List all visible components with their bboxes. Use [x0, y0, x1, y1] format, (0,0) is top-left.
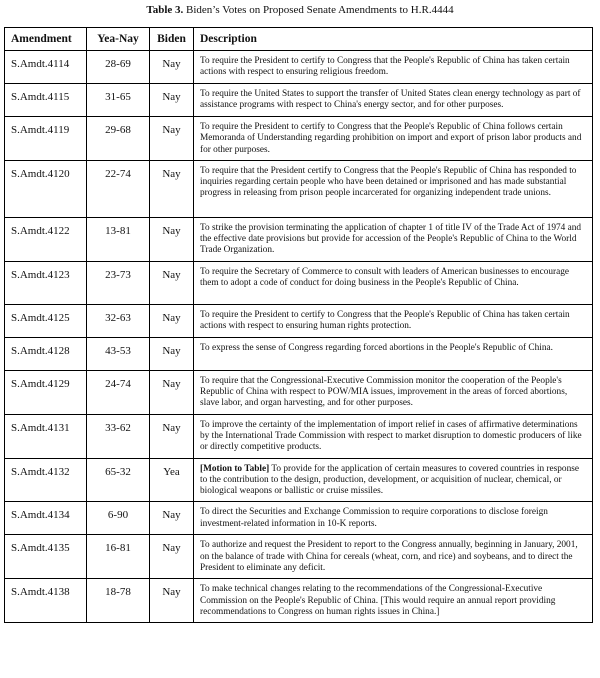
yea-nay-cell: 33-62: [87, 414, 150, 458]
yea-nay-cell: 16-81: [87, 535, 150, 579]
yea-nay-cell: 6-90: [87, 502, 150, 535]
description-text: To provide for the application of certain measures to covered countries in response to the contribution to the design, production, development, or acquisition of nuclear, chemical, or biological weapons or ballistic or cruise missiles.: [200, 463, 579, 497]
description-cell: [194, 304, 593, 337]
description-text: To require the Secretary of Commerce to consult with leaders of American businesses to encourage them to adopt a code of conduct for doing business in the People's Republic of China.: [200, 266, 570, 289]
yea-nay-cell: 28-69: [87, 51, 150, 84]
table-row: [5, 414, 593, 458]
table-row: [5, 117, 593, 161]
amendment-cell: S.Amdt.4128: [5, 337, 87, 370]
description-text: To require the President to certify to Congress that the People's Republic of China follows certain Memoranda of Understanding regarding prohibition on import and export of prison labor products and for other purposes.: [200, 122, 582, 155]
amendment-cell: S.Amdt.4120: [5, 160, 87, 217]
description-text: To require the United States to support the transfer of United States clean energy technology as part of assistance programs with respect to China's energy sector, and for other purposes.: [200, 89, 581, 111]
description-text: To make technical changes relating to the recommendations of the Congressional-Executive Commission on the People's Republic of China. [This would require an annual report providing recommendations to Congress on human rights issues in China.]: [200, 584, 556, 618]
yea-nay-cell: 22-74: [87, 160, 150, 217]
amendment-cell: S.Amdt.4123: [5, 261, 87, 304]
amendment-cell: S.Amdt.4134: [5, 502, 87, 535]
description-cell: [194, 535, 593, 579]
yea-nay-cell: 29-68: [87, 117, 150, 161]
description-cell: [194, 579, 593, 623]
table-row: [5, 535, 593, 579]
yea-nay-cell: 43-53: [87, 337, 150, 370]
header-description: Description: [194, 28, 593, 51]
biden-vote-cell: Nay: [150, 304, 194, 337]
caption-text: Biden’s Votes on Proposed Senate Amendments to H.R.4444: [186, 4, 454, 16]
table-row: [5, 160, 593, 217]
amendment-cell: S.Amdt.4135: [5, 535, 87, 579]
amendment-cell: S.Amdt.4114: [5, 51, 87, 84]
table-row: [5, 217, 593, 261]
amendment-cell: S.Amdt.4129: [5, 370, 87, 414]
amendment-cell: S.Amdt.4125: [5, 304, 87, 337]
amendment-cell: S.Amdt.4115: [5, 84, 87, 117]
amendment-cell: S.Amdt.4119: [5, 117, 87, 161]
caption-label: Table 3.: [146, 4, 184, 16]
yea-nay-cell: 32-63: [87, 304, 150, 337]
description-text: To require that the Congressional-Executive Commission monitor the cooperation of the People's Republic of China with respect to POW/MIA issues, improvement in the areas of forced abortions, slave labor, and organ harvesting, and for other purposes.: [200, 375, 568, 409]
amendment-cell: S.Amdt.4132: [5, 458, 87, 502]
description-cell: [194, 458, 593, 502]
description-cell: [194, 217, 593, 261]
biden-vote-cell: Nay: [150, 535, 194, 579]
biden-vote-cell: Nay: [150, 117, 194, 161]
biden-vote-cell: Nay: [150, 160, 194, 217]
biden-vote-cell: Nay: [150, 51, 194, 84]
description-cell: [194, 117, 593, 161]
biden-vote-cell: Nay: [150, 579, 194, 623]
description-text: To authorize and request the President to report to the Congress annually, beginning in January, 2001, on the balance of trade with China for cereals (wheat, corn, and rice) and soybeans, and to direct the President to eliminate any deficit.: [200, 540, 578, 574]
motion-to-table-label: [Motion to Table]: [200, 463, 270, 474]
description-cell: [194, 370, 593, 414]
table-caption: [0, 0, 600, 20]
description-text: To improve the certainty of the implementation of import relief in cases of affirmative determinations by the International Trade Commission with respect to market disruption to domestic producers of like or directly competitive products.: [200, 419, 582, 453]
table-row: [5, 502, 593, 535]
biden-vote-cell: Nay: [150, 337, 194, 370]
amendments-table: [4, 27, 593, 623]
description-cell: [194, 414, 593, 458]
description-cell: [194, 502, 593, 535]
header-row: [5, 28, 593, 51]
description-text: To require that the President certify to Congress that the People's Republic of China has responded to inquiries regarding certain people who have been detained or imprisoned and has made substantial progress in releasing from prison people incarcerated for organizing independent trade unions.: [200, 165, 577, 199]
description-cell: [194, 337, 593, 370]
table-row: [5, 458, 593, 502]
table-row: [5, 84, 593, 117]
yea-nay-cell: 23-73: [87, 261, 150, 304]
table-row: [5, 304, 593, 337]
biden-vote-cell: Nay: [150, 217, 194, 261]
yea-nay-cell: 65-32: [87, 458, 150, 502]
amendment-cell: S.Amdt.4122: [5, 217, 87, 261]
description-text: To strike the provision terminating the application of chapter 1 of title IV of the Trade Act of 1974 and the effective date provisions but provide for accession of the People's Republic of China to the World Trade Organization.: [200, 222, 582, 256]
table-row: [5, 261, 593, 304]
amendment-cell: S.Amdt.4131: [5, 414, 87, 458]
description-text: To require the President to certify to Congress that the People's Republic of China has taken certain actions with respect to ensuring religious freedom.: [200, 56, 570, 78]
header-biden: Biden: [150, 28, 194, 51]
table-row: [5, 370, 593, 414]
biden-vote-cell: Nay: [150, 261, 194, 304]
yea-nay-cell: 24-74: [87, 370, 150, 414]
yea-nay-cell: 13-81: [87, 217, 150, 261]
description-cell: [194, 160, 593, 217]
description-text: To express the sense of Congress regarding forced abortions in the People's Republic of China.: [200, 342, 553, 353]
table-row: [5, 337, 593, 370]
header-amendment: Amendment: [5, 28, 87, 51]
description-cell: [194, 51, 593, 84]
yea-nay-cell: 31-65: [87, 84, 150, 117]
biden-vote-cell: Nay: [150, 414, 194, 458]
table-row: [5, 579, 593, 623]
description-text: To require the President to certify to Congress that the People's Republic of China has taken certain actions with respect to ensuring human rights protection.: [200, 309, 570, 332]
header-yea-nay: Yea-Nay: [87, 28, 150, 51]
biden-vote-cell: Nay: [150, 84, 194, 117]
biden-vote-cell: Nay: [150, 502, 194, 535]
amendment-cell: S.Amdt.4138: [5, 579, 87, 623]
description-text: To direct the Securities and Exchange Commission to require corporations to disclose foreign investment-related information in 10-K reports.: [200, 507, 548, 529]
yea-nay-cell: 18-78: [87, 579, 150, 623]
biden-vote-cell: Yea: [150, 458, 194, 502]
description-cell: [194, 84, 593, 117]
description-cell: [194, 261, 593, 304]
biden-vote-cell: Nay: [150, 370, 194, 414]
table-row: [5, 51, 593, 84]
